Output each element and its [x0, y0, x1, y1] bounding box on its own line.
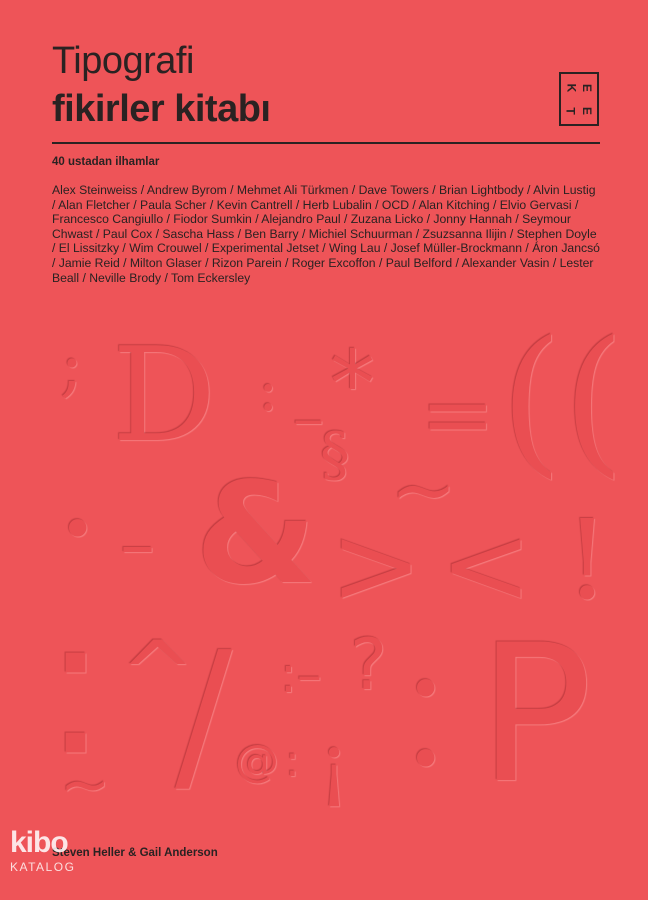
- authors: Steven Heller & Gail Anderson: [52, 847, 218, 859]
- subtitle: 40 ustadan ilhamlar: [52, 156, 160, 168]
- glyph-tilde-2: ~: [60, 750, 111, 820]
- glyph-dot: •: [408, 655, 444, 725]
- glyph-parentheses: ((: [500, 306, 625, 493]
- glyph-greater-than: >: [330, 501, 423, 629]
- embossed-glyph-artwork: [0, 306, 648, 825]
- watermark: [10, 828, 75, 874]
- divider-rule: [52, 142, 600, 144]
- glyph-ampersand: &: [195, 453, 318, 616]
- glyph-equals: =: [420, 362, 496, 467]
- glyph-square-2: ▪: [62, 717, 90, 763]
- watermark-brand: kibo: [10, 826, 68, 859]
- glyph-slash: /: [175, 616, 233, 814]
- glyph-d: D: [112, 319, 217, 471]
- glyph-less-than: <: [440, 501, 533, 629]
- title-line-2: fikirler kitabı: [52, 88, 271, 130]
- publisher-logo-letter: E: [579, 106, 594, 115]
- glyph-inverted-exclamation: ¡: [318, 718, 351, 811]
- glyph-p: P: [478, 604, 593, 825]
- glyph-at: @: [235, 736, 279, 787]
- glyph-square: ▪: [62, 637, 90, 683]
- publisher-logo-letter: E: [579, 83, 594, 92]
- publisher-logo-letter: K: [563, 83, 578, 92]
- glyph-underscore: _: [296, 366, 321, 424]
- title-line-1: Tipografi: [52, 40, 194, 82]
- designer-names: Alex Steinweiss / Andrew Byrom / Mehmet Ali Türkmen / Dave Towers / Brian Lightbody / Alvin Lustig / Alan Fletcher / Paula Scher / Kevin Cantrell / Herb Lubalin / OCD / Alan Kitching / Elvio Gervasi / Francesco Cangiullo / Fiodor Sumkin / Alejandro Paul / Zuzana Licko / Jonny Hannah / Seymour Chwast / Paul Cox / Sascha Hass / Ben Barry / Michiel Schuurman / Zsuzsanna Ilijin / Stephen Doyle / El Lissitzky / Wim Crouwel / Experimental Jetset / Wing Lau / Josef Müller-Brockmann / Áron Jancsó / Jamie Reid / Milton Glaser / Rizon Parein / Roger Excoffon / Paul Belford / Alexander Vasin / Lester Beall / Neville Brody / Tom Eckersley: [52, 183, 600, 285]
- glyph-dot-2: •: [408, 725, 444, 795]
- glyph-tilde: ~: [390, 443, 458, 536]
- glyph-colon: :: [258, 355, 279, 425]
- watermark-label: KATALOG: [10, 860, 76, 874]
- glyph-colon-2: :: [285, 736, 300, 787]
- glyph-section: §: [320, 420, 350, 490]
- publisher-logo: [559, 72, 599, 126]
- glyph-dash: –: [120, 504, 155, 586]
- glyph-asterisk: *: [330, 332, 375, 437]
- glyph-semicolon: ;: [60, 324, 84, 406]
- glyph-bullet: •: [60, 495, 96, 565]
- glyph-question: ?: [350, 624, 388, 706]
- glyph-caret: ^: [120, 622, 196, 727]
- publisher-logo-letter: T: [564, 106, 578, 115]
- glyph-colon-dash: :–: [280, 646, 322, 704]
- glyph-exclamation: !: [565, 496, 610, 624]
